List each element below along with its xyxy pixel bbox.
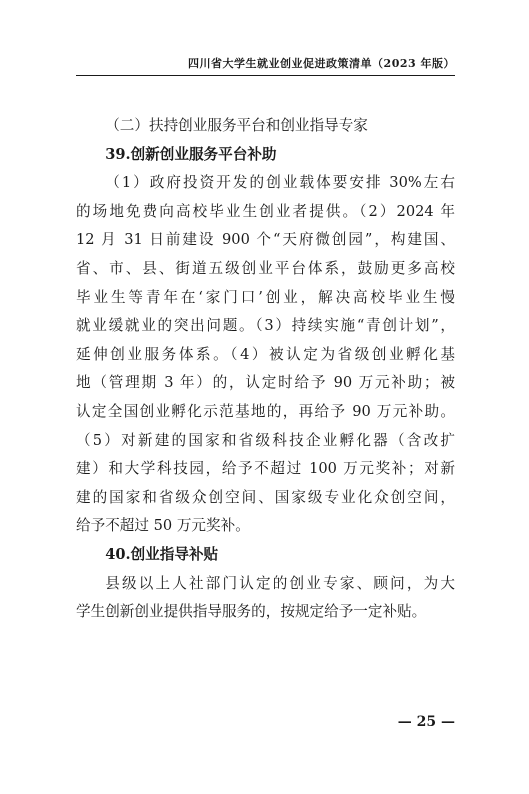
subheading: （二）扶持创业服务平台和创业指导专家: [105, 117, 368, 134]
section-39-line: 毕业生等青年在‘家门口’创业，解决高校毕业生慢: [76, 288, 455, 306]
section-39-line: 给予不超过 50 万元奖补。: [76, 517, 250, 535]
header-divider: [76, 75, 455, 76]
section-40-line: 学生创新创业提供指导服务的，按规定给予一定补贴。: [76, 603, 427, 621]
section-39-line: 就业缓就业的突出问题。（3）持续实施“青创计划”，: [76, 317, 455, 335]
section-39-line: 建）和大学科技园，给予不超过 100 万元奖补；对新: [76, 460, 455, 478]
section-39-line: （5）对新建的国家和省级科技企业孵化器（含改扩: [76, 431, 455, 449]
section-title-40: 40.创业指导补贴: [105, 545, 219, 563]
section-39-line: 的场地免费向高校毕业生创业者提供。（2）2024 年: [76, 202, 455, 220]
section-39-line: 地（管理期 3 年）的，认定时给予 90 万元补助；被: [76, 374, 455, 392]
section-title-39: 39.创新创业服务平台补助: [105, 145, 277, 163]
section-39-line: 建的国家和省级众创空间、国家级专业化众创空间，: [76, 488, 455, 506]
section-39-line: 12 月 31 日前建设 900 个“天府微创园”，构建国、: [76, 231, 455, 249]
running-header: 四川省大学生就业创业促进政策清单（2023 年版）: [188, 57, 455, 70]
section-39-line: 延伸创业服务体系。（4）被认定为省级创业孵化基: [76, 345, 455, 363]
section-39-line: （1）政府投资开发的创业载体要安排 30%左右: [105, 174, 455, 192]
section-39-line: 省、市、县、街道五级创业平台体系，鼓励更多高校: [76, 259, 455, 277]
page-body: [76, 112, 455, 627]
page-number: — 25 —: [397, 714, 455, 730]
section-39-line: 认定全国创业孵化示范基地的，再给予 90 万元补助。: [76, 402, 455, 420]
section-40-line: 县级以上人社部门认定的创业专家、顾问，为大: [105, 574, 455, 592]
